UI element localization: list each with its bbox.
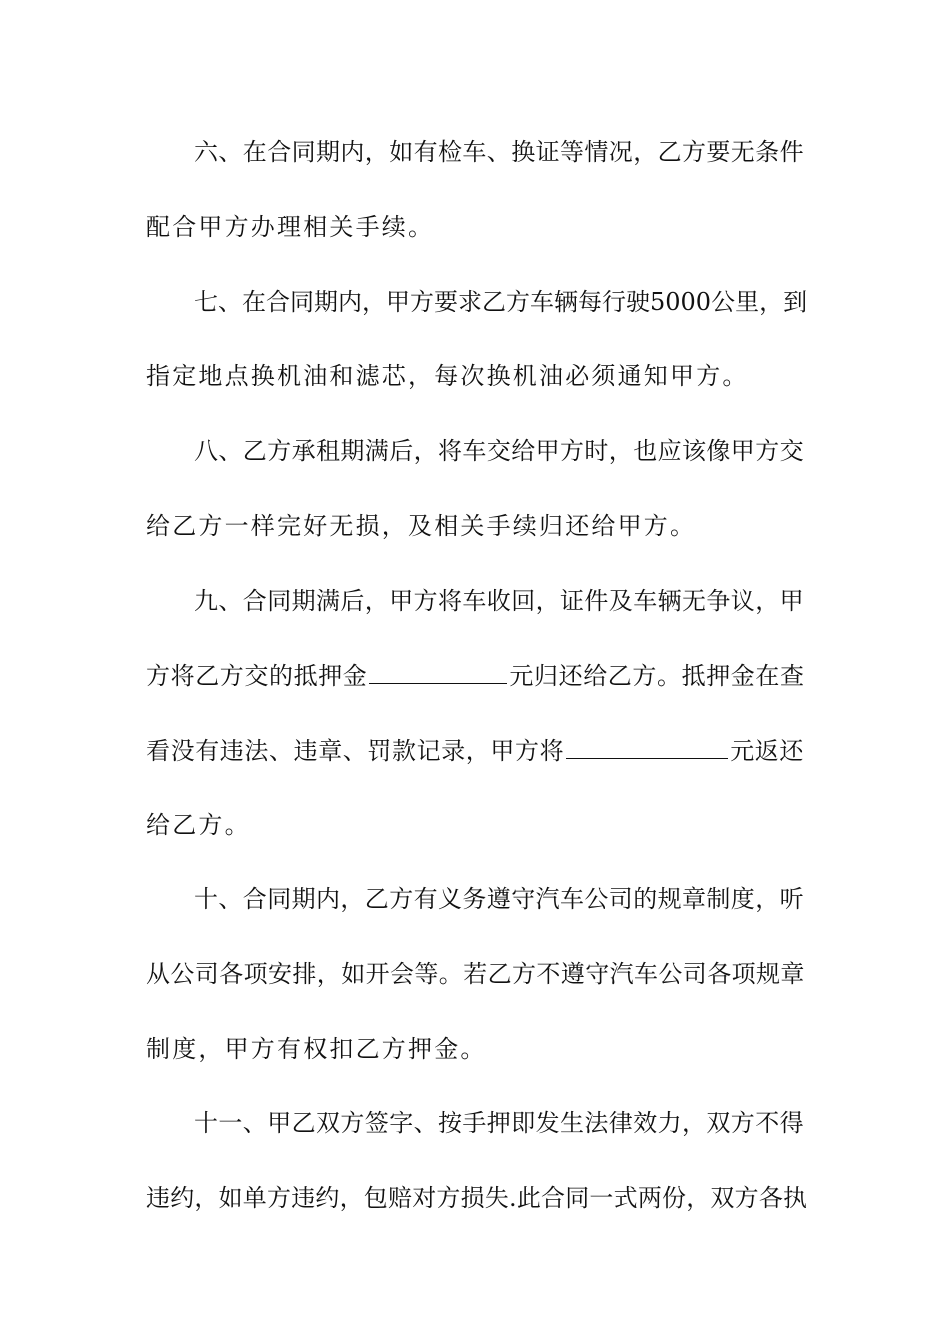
clause-10-line-1: 十、合同期内，乙方有义务遵守汽车公司的规章制度，听 xyxy=(194,885,804,913)
clause-9-line-2-end: 元归还给乙方。抵押金在查 xyxy=(509,662,805,690)
clause-9-line-3 xyxy=(146,734,806,766)
refund-amount-blank[interactable] xyxy=(566,734,728,759)
clause-9-line-1: 九、合同期满后，甲方将车收回，证件及车辆无争议，甲 xyxy=(194,587,804,615)
deposit-amount-blank[interactable] xyxy=(369,659,507,684)
clause-7-line-1: 七、在合同期内，甲方要求乙方车辆每行驶5000公里，到 xyxy=(194,288,808,316)
clause-9-line-2-start: 方将乙方交的抵押金 xyxy=(146,662,368,690)
clause-6-line-2: 配合甲方办理相关手续。 xyxy=(146,213,435,241)
clause-7-line-2: 指定地点换机油和滤芯，每次换机油必须通知甲方。 xyxy=(146,362,749,390)
clause-9-line-4: 给乙方。 xyxy=(146,811,251,839)
clause-9-line-3-end: 元返还 xyxy=(730,737,805,765)
clause-11-line-2: 违约，如单方违约，包赔对方损失.此合同一式两份，双方各执 xyxy=(146,1184,808,1212)
clause-8-line-2: 给乙方一样完好无损，及相关手续归还给甲方。 xyxy=(146,512,697,540)
clause-9-line-3-start: 看没有违法、违章、罚款记录，甲方将 xyxy=(146,737,565,765)
clause-10-line-3: 制度，甲方有权扣乙方押金。 xyxy=(146,1035,487,1063)
clause-11-line-1: 十一、甲乙双方签字、按手押即发生法律效力，双方不得 xyxy=(194,1109,804,1137)
clause-10-line-2: 从公司各项安排，如开会等。若乙方不遵守汽车公司各项规章 xyxy=(146,960,805,988)
clause-6-line-1: 六、在合同期内，如有检车、换证等情况，乙方要无条件 xyxy=(194,138,804,166)
clause-9-line-2 xyxy=(146,659,806,691)
clause-8-line-1: 八、乙方承租期满后，将车交给甲方时，也应该像甲方交 xyxy=(194,437,804,465)
